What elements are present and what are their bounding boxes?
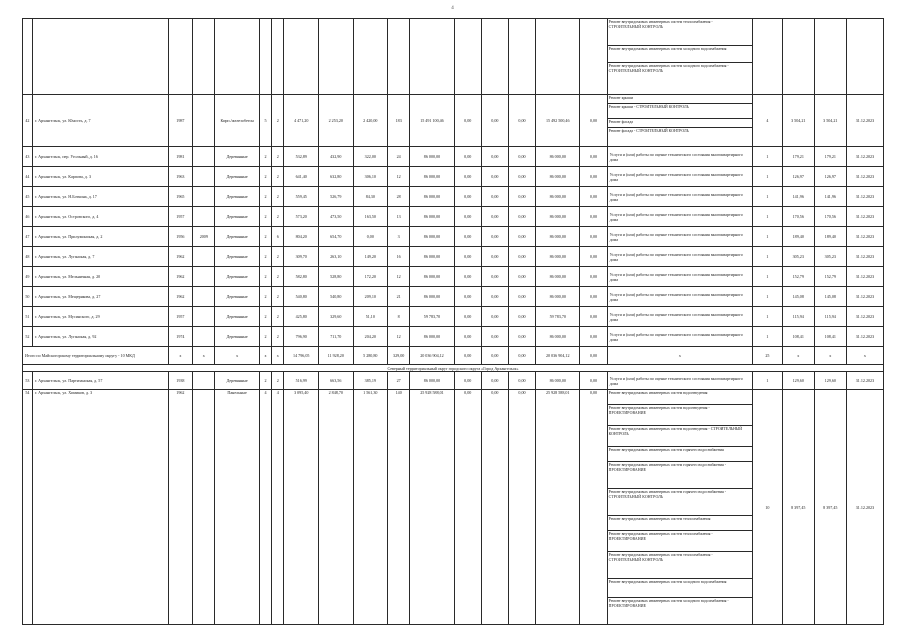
data-cell: Деревянные: [215, 267, 259, 287]
data-cell: 0,00: [454, 267, 481, 287]
data-cell: 1962: [168, 267, 193, 287]
work-cell: Услуги и (или) работы по оценке технического состояния многоквартирного дома: [607, 307, 753, 327]
data-cell: 1: [753, 267, 783, 287]
data-cell: 2: [259, 307, 271, 327]
work-cell: Услуги и (или) работы по оценке технического состояния многоквартирного дома: [607, 207, 753, 227]
work-item: Ремонт внутридомовых инженерных систем горячего водоснабжения - ПРОЕКТИРОВАНИЕ: [608, 462, 753, 489]
data-cell: 0,00: [580, 327, 607, 347]
data-cell: 432,90: [319, 147, 354, 167]
data-cell: 86 000,00: [410, 267, 454, 287]
data-cell: Деревянные: [215, 207, 259, 227]
data-cell: 0,00: [454, 227, 481, 247]
address-cell: г. Архангельск, ул. Партизанская, д. 57: [32, 372, 168, 390]
data-cell: 13: [388, 207, 410, 227]
data-cell: 43: [23, 147, 33, 167]
work-item: Ремонт внутридомовых инженерных систем холодного водоснабжения: [608, 46, 753, 63]
section-header-row: [23, 365, 884, 372]
data-cell: 528,80: [319, 267, 354, 287]
data-cell: [193, 267, 215, 287]
table-row: [23, 187, 884, 207]
data-cell: 45: [23, 187, 33, 207]
data-cell: 632,80: [319, 167, 354, 187]
data-cell: 263,10: [319, 247, 354, 267]
data-cell: 329,60: [319, 307, 354, 327]
data-cell: 1: [753, 207, 783, 227]
table-row: 54 г. Архангельск, ул. Химиков, д. 3 1962 Панельные 4 4 3 095,40 2 848,70 1 561,30 140 25 928 588,01 0,00 0,00 0,00 25 928 588,01 0,00 Ремонт внутридомовых инженерных систем водоотведения Ремонт внутридомовых инженерных систем водоотведения - ПРОЕКТИРОВАНИЕ Ремонт внутридомовых инженерных систем водоотведения - СТРОИТЕЛЬНЫЙ КОНТРОЛЬ Ремонт внутридомовых инженерных систем горячего водоснабжения Ремонт внутридомовых инженерных систем горячего водоснабжения - ПРОЕКТИРОВАНИЕ Ремонт внутридомовых инженерных систем горячего водоснабжения - СТРОИТЕЛЬНЫЙ КОНТРОЛЬ Ремонт внутридомовых инженерных систем теплоснабжения Ремонт внутридомовых инженерных систем теплоснабжения - ПРОЕКТИРОВАНИЕ Ремонт внутридомовых инженерных систем теплоснабжения - СТРОИТЕЛЬНЫЙ КОНТРОЛЬ Ремонт внутридомовых инженерных систем холодного водоснабжения Ремонт внутридомовых инженерных систем холодного водоснабжения - ПРОЕКТИРОВАНИЕ 10 8 397,45 8 397,45 31.12.2023: [23, 390, 884, 625]
data-cell: 1: [753, 247, 783, 267]
data-cell: 141,96: [814, 187, 846, 207]
data-cell: 0,00: [580, 267, 607, 287]
data-cell: 28: [388, 187, 410, 207]
work-cell: Услуги и (или) работы по оценке технического состояния многоквартирного дома: [607, 267, 753, 287]
data-cell: 641,40: [284, 167, 319, 187]
data-cell: 0,00: [580, 187, 607, 207]
work-cell: Услуги и (или) работы по оценке технического состояния многоквартирного дома: [607, 187, 753, 207]
table-row: [23, 327, 884, 347]
work-item: Ремонт внутридомовых инженерных систем теплоснабжения: [608, 516, 753, 531]
data-cell: 141,96: [782, 187, 814, 207]
data-cell: 2: [272, 207, 284, 227]
data-cell: 31.12.2023: [846, 187, 883, 207]
data-cell: 526,79: [319, 187, 354, 207]
data-cell: 6: [272, 227, 284, 247]
data-cell: 163,50: [353, 207, 388, 227]
address-cell: г. Архангельск, ул. Луганская, д. 92: [32, 327, 168, 347]
data-cell: 0,00: [481, 167, 508, 187]
section-title: Северный территориальный округ городского округа «Город Архангельск»: [23, 365, 884, 372]
data-cell: 108,41: [814, 327, 846, 347]
data-cell: 86 000,00: [536, 187, 580, 207]
page-number: 4: [451, 6, 454, 11]
data-cell: 44: [23, 167, 33, 187]
data-cell: 0,00: [481, 287, 508, 307]
data-cell: 1962: [168, 247, 193, 267]
data-cell: 0,00: [508, 307, 535, 327]
data-cell: 86 000,00: [410, 327, 454, 347]
data-cell: 322,00: [353, 147, 388, 167]
table-row: 53 г. Архангельск, ул. Партизанская, д. 57 1938 Деревянные 2 2 516,99 663,56 385,19 27 86 000,00 0,00 0,00 0,00 86 000,00 0,00 Услуги и (или) работы по оценке технического состояния многоквартирного дома 1 129,60 129,60 31.12.2023: [23, 372, 884, 390]
data-cell: 16: [388, 247, 410, 267]
address-cell: г. Архангельск, ул. Мусинского, д. 29: [32, 307, 168, 327]
data-cell: 1974: [168, 327, 193, 347]
data-cell: 425,80: [284, 307, 319, 327]
data-cell: 0,00: [454, 207, 481, 227]
data-cell: Деревянные: [215, 187, 259, 207]
data-cell: [193, 187, 215, 207]
work-cell: Услуги и (или) работы по оценке технического состояния многоквартирного дома: [607, 327, 753, 347]
data-cell: 2: [259, 227, 271, 247]
data-cell: 50: [23, 287, 33, 307]
data-cell: 1963: [168, 167, 193, 187]
data-cell: 0,00: [481, 207, 508, 227]
data-cell: 8: [388, 307, 410, 327]
data-cell: 0,00: [481, 147, 508, 167]
work-item: Ремонт внутридомовых инженерных систем водоотведения - ПРОЕКТИРОВАНИЕ: [608, 405, 753, 426]
data-cell: 21: [388, 287, 410, 307]
data-cell: 2: [259, 147, 271, 167]
data-cell: 115,94: [782, 307, 814, 327]
data-cell: 86 000,00: [536, 267, 580, 287]
data-cell: 86 000,00: [410, 187, 454, 207]
data-cell: 2: [272, 247, 284, 267]
data-cell: 59 783,70: [410, 307, 454, 327]
data-cell: [193, 307, 215, 327]
data-cell: 0,00: [508, 227, 535, 247]
data-cell: 84,30: [353, 187, 388, 207]
data-cell: 0,00: [580, 227, 607, 247]
data-cell: 152,79: [814, 267, 846, 287]
works-list: [607, 390, 753, 625]
data-cell: 0,00: [580, 307, 607, 327]
address-cell: г. Архангельск, ул. Островского, д. 4: [32, 207, 168, 227]
data-cell: 31.12.2023: [846, 147, 883, 167]
data-cell: 209,10: [353, 287, 388, 307]
data-cell: 108,41: [782, 327, 814, 347]
data-cell: 305,23: [782, 247, 814, 267]
data-cell: Деревянные: [215, 167, 259, 187]
data-cell: 1: [753, 327, 783, 347]
data-cell: 86 000,00: [410, 227, 454, 247]
data-cell: Деревянные: [215, 247, 259, 267]
data-cell: 1: [753, 187, 783, 207]
data-cell: 0,00: [508, 147, 535, 167]
work-item: Ремонт фасада: [608, 119, 753, 128]
data-cell: 0,00: [454, 247, 481, 267]
data-cell: 309,70: [284, 247, 319, 267]
total-row: Итого по Майскогорскому территориальному округу - 10 МКД x x x x x 14 796,05 11 928,20 5 280,80 329,00 20 036 904,12 0,00 0,00 0,00 20 036 904,12 0,00 x 25 x x x: [23, 347, 884, 365]
data-cell: 179,21: [814, 147, 846, 167]
work-item: Ремонт внутридомовых инженерных систем теплоснабжения - СТРОИТЕЛЬНЫЙ КОНТРОЛЬ: [608, 552, 753, 579]
data-cell: 1962: [168, 287, 193, 307]
data-cell: 540,80: [284, 287, 319, 307]
data-cell: 0,00: [580, 287, 607, 307]
data-cell: 51,10: [353, 307, 388, 327]
data-cell: 0,00: [481, 327, 508, 347]
work-cell: Услуги и (или) работы по оценке технического состояния многоквартирного дома: [607, 147, 753, 167]
table-row: [23, 287, 884, 307]
data-cell: 532,89: [284, 147, 319, 167]
data-cell: 31.12.2023: [846, 227, 883, 247]
data-cell: 654,70: [319, 227, 354, 247]
data-cell: 0,00: [580, 167, 607, 187]
table-row: [23, 247, 884, 267]
data-cell: 86 000,00: [410, 167, 454, 187]
address-cell: г. Архангельск, ул. Мещерякова, д. 27: [32, 287, 168, 307]
table-row: [23, 207, 884, 227]
work-item: Ремонт внутридомовых инженерных систем теплоснабжения - СТРОИТЕЛЬНЫЙ КОНТРОЛЬ: [608, 19, 753, 46]
work-item: Ремонт фасада - СТРОИТЕЛЬНЫЙ КОНТРОЛЬ: [608, 129, 689, 133]
data-cell: 0,00: [508, 287, 535, 307]
data-cell: 2009: [193, 227, 215, 247]
data-cell: 31.12.2023: [846, 327, 883, 347]
data-cell: Деревянные: [215, 287, 259, 307]
data-cell: 86 000,00: [410, 247, 454, 267]
data-cell: 306,10: [353, 167, 388, 187]
data-cell: 204,20: [353, 327, 388, 347]
data-cell: 0,00: [508, 267, 535, 287]
data-cell: 0,00: [454, 147, 481, 167]
data-cell: 86 000,00: [536, 147, 580, 167]
data-cell: 31.12.2023: [846, 287, 883, 307]
data-cell: [193, 147, 215, 167]
data-cell: 0,00: [454, 187, 481, 207]
data-cell: 573,20: [284, 207, 319, 227]
address-cell: г. Архангельск, ул. Н.Боткина, д. 17: [32, 187, 168, 207]
data-cell: [193, 287, 215, 307]
work-cell: Услуги и (или) работы по оценке технического состояния многоквартирного дома: [607, 227, 753, 247]
data-cell: 559,45: [284, 187, 319, 207]
data-cell: 1: [753, 147, 783, 167]
data-cell: 48: [23, 247, 33, 267]
continuation-row: [23, 19, 884, 95]
table-row: [23, 227, 884, 247]
data-cell: Деревянные: [215, 307, 259, 327]
data-cell: 12: [388, 327, 410, 347]
data-cell: 86 000,00: [536, 287, 580, 307]
work-item: Ремонт внутридомовых инженерных систем водоотведения: [608, 390, 753, 405]
data-cell: 24: [388, 147, 410, 167]
data-cell: 0,00: [454, 307, 481, 327]
data-cell: 1965: [168, 187, 193, 207]
work-item: Ремонт крыши - СТРОИТЕЛЬНЫЙ КОНТРОЛЬ: [608, 104, 753, 119]
data-cell: 1981: [168, 147, 193, 167]
data-cell: 1: [753, 227, 783, 247]
table-row: [23, 147, 884, 167]
data-cell: 46: [23, 207, 33, 227]
data-cell: 2: [259, 207, 271, 227]
data-cell: 2: [272, 287, 284, 307]
address-cell: г. Архангельск, пер. Угольный, д. 16: [32, 147, 168, 167]
data-cell: 49: [23, 267, 33, 287]
data-cell: 0,00: [508, 247, 535, 267]
work-item: Ремонт крыши: [608, 95, 753, 104]
data-cell: 189,40: [814, 227, 846, 247]
data-cell: 0,00: [508, 187, 535, 207]
repair-register-table: [22, 18, 884, 625]
data-cell: 86 000,00: [536, 207, 580, 227]
work-cell: Услуги и (или) работы по оценке технического состояния многоквартирного дома: [607, 287, 753, 307]
data-cell: 2: [259, 267, 271, 287]
data-cell: 31.12.2023: [846, 167, 883, 187]
address-cell: г. Архангельск, ул. Юность, д. 7: [32, 95, 168, 147]
data-cell: 0,00: [580, 247, 607, 267]
data-cell: Деревянные: [215, 327, 259, 347]
data-cell: 31.12.2023: [846, 307, 883, 327]
data-cell: 12: [388, 167, 410, 187]
data-cell: 149,20: [353, 247, 388, 267]
table-row: [23, 307, 884, 327]
data-cell: 0,00: [580, 207, 607, 227]
data-cell: 2: [259, 187, 271, 207]
data-cell: 1: [753, 287, 783, 307]
register-sheet: [22, 18, 884, 625]
address-cell: г. Архангельск, ул. Карпова, д. 3: [32, 167, 168, 187]
data-cell: 31.12.2023: [846, 267, 883, 287]
data-cell: 1957: [168, 207, 193, 227]
data-cell: 0,00: [454, 327, 481, 347]
address-cell: г. Архангельск, ул. Прилужинская, д. 2: [32, 227, 168, 247]
data-cell: 31.12.2023: [846, 247, 883, 267]
rows-body: [23, 147, 884, 347]
work-cell: Услуги и (или) работы по оценке технического состояния многоквартирного дома: [607, 372, 753, 390]
data-cell: 0,00: [481, 187, 508, 207]
work-item: Ремонт внутридомовых инженерных систем холодного водоснабжения - ПРОЕКТИРОВАНИЕ: [608, 599, 729, 608]
data-cell: 1: [753, 307, 783, 327]
work-item: Ремонт внутридомовых инженерных систем водоотведения - СТРОИТЕЛЬНЫЙ КОНТРОЛЬ: [608, 426, 753, 447]
data-cell: 12: [388, 267, 410, 287]
data-cell: 170,56: [782, 207, 814, 227]
table-row: 42 г. Архангельск, ул. Юность, д. 7 1987 Кирп./железобетон 5 2 4 471,20 2 253,20 2 420,00 183 15 491 100,46 0,00 0,00 0,00 15 492 500,46 0,00 Ремонт крыши Ремонт крыши - СТРОИТЕЛЬНЫЙ КОНТРОЛЬ Ремонт фасада Ремонт фасада - СТРОИТЕЛЬНЫЙ КОНТРОЛЬ 4 3 504,21 3 504,21 31.12.2023: [23, 95, 884, 147]
data-cell: 86 000,00: [410, 147, 454, 167]
data-cell: 2: [272, 307, 284, 327]
data-cell: 170,56: [814, 207, 846, 227]
data-cell: [193, 207, 215, 227]
total-label: Итого по Майскогорскому территориальному округу - 10 МКД: [23, 347, 169, 365]
data-cell: 0,00: [481, 227, 508, 247]
work-item: Ремонт внутридомовых инженерных систем холодного водоснабжения: [608, 579, 753, 598]
data-cell: 0,00: [508, 167, 535, 187]
data-cell: 86 000,00: [536, 227, 580, 247]
work-item: Ремонт внутридомовых инженерных систем холодного водоснабжения - СТРОИТЕЛЬНЫЙ КОНТРОЛЬ: [608, 64, 729, 73]
data-cell: 582,80: [284, 267, 319, 287]
data-cell: [193, 327, 215, 347]
address-cell: г. Архангельск, ул. Химиков, д. 3: [32, 390, 168, 625]
data-cell: 0,00: [481, 307, 508, 327]
data-cell: 31.12.2023: [846, 207, 883, 227]
data-cell: 305,23: [814, 247, 846, 267]
data-cell: 0,00: [481, 247, 508, 267]
work-cell: Услуги и (или) работы по оценке технического состояния многоквартирного дома: [607, 247, 753, 267]
data-cell: 0,00: [508, 327, 535, 347]
data-cell: 115,94: [814, 307, 846, 327]
data-cell: 1957: [168, 307, 193, 327]
data-cell: 796,90: [284, 327, 319, 347]
data-cell: Деревянные: [215, 147, 259, 167]
data-cell: 2: [272, 167, 284, 187]
data-cell: 711,70: [319, 327, 354, 347]
table-row: [23, 167, 884, 187]
table-row: [23, 267, 884, 287]
data-cell: 2: [272, 327, 284, 347]
data-cell: 0,00: [580, 147, 607, 167]
data-cell: Деревянные: [215, 227, 259, 247]
data-cell: [193, 247, 215, 267]
data-cell: 2: [259, 167, 271, 187]
data-cell: 52: [23, 327, 33, 347]
continuation-works: [607, 19, 753, 95]
works-list: [607, 95, 753, 147]
data-cell: 47: [23, 227, 33, 247]
address-cell: г. Архангельск, ул. Мельничная, д. 20: [32, 267, 168, 287]
data-cell: 804,20: [284, 227, 319, 247]
data-cell: 2: [272, 267, 284, 287]
data-cell: 1: [753, 167, 783, 187]
data-cell: 3: [388, 227, 410, 247]
data-cell: 2: [272, 187, 284, 207]
data-cell: 145,08: [814, 287, 846, 307]
data-cell: 172,20: [353, 267, 388, 287]
data-cell: 540,80: [319, 287, 354, 307]
data-cell: 0,00: [481, 267, 508, 287]
data-cell: 86 000,00: [410, 207, 454, 227]
data-cell: 145,08: [782, 287, 814, 307]
data-cell: 126,97: [814, 167, 846, 187]
work-item: Ремонт внутридомовых инженерных систем горячего водоснабжения - СТРОИТЕЛЬНЫЙ КОНТРОЛЬ: [608, 489, 753, 516]
data-cell: 0,00: [454, 167, 481, 187]
work-item: Ремонт внутридомовых инженерных систем горячего водоснабжения: [608, 447, 753, 462]
address-cell: г. Архангельск, ул. Луганская, д. 7: [32, 247, 168, 267]
data-cell: 126,97: [782, 167, 814, 187]
data-cell: 86 000,00: [536, 247, 580, 267]
data-cell: 189,40: [782, 227, 814, 247]
data-cell: 473,50: [319, 207, 354, 227]
data-cell: 179,21: [782, 147, 814, 167]
data-cell: 86 000,00: [410, 287, 454, 307]
data-cell: 86 000,00: [536, 167, 580, 187]
data-cell: 2: [272, 147, 284, 167]
data-cell: 51: [23, 307, 33, 327]
data-cell: 0,00: [353, 227, 388, 247]
data-cell: 2: [259, 327, 271, 347]
data-cell: 152,79: [782, 267, 814, 287]
data-cell: 0,00: [454, 287, 481, 307]
data-cell: 1956: [168, 227, 193, 247]
data-cell: [193, 167, 215, 187]
data-cell: 2: [259, 287, 271, 307]
work-item: Ремонт внутридомовых инженерных систем теплоснабжения - ПРОЕКТИРОВАНИЕ: [608, 531, 753, 552]
data-cell: 59 783,70: [536, 307, 580, 327]
work-cell: Услуги и (или) работы по оценке технического состояния многоквартирного дома: [607, 167, 753, 187]
data-cell: 0,00: [508, 207, 535, 227]
data-cell: 2: [259, 247, 271, 267]
data-cell: 86 000,00: [536, 327, 580, 347]
